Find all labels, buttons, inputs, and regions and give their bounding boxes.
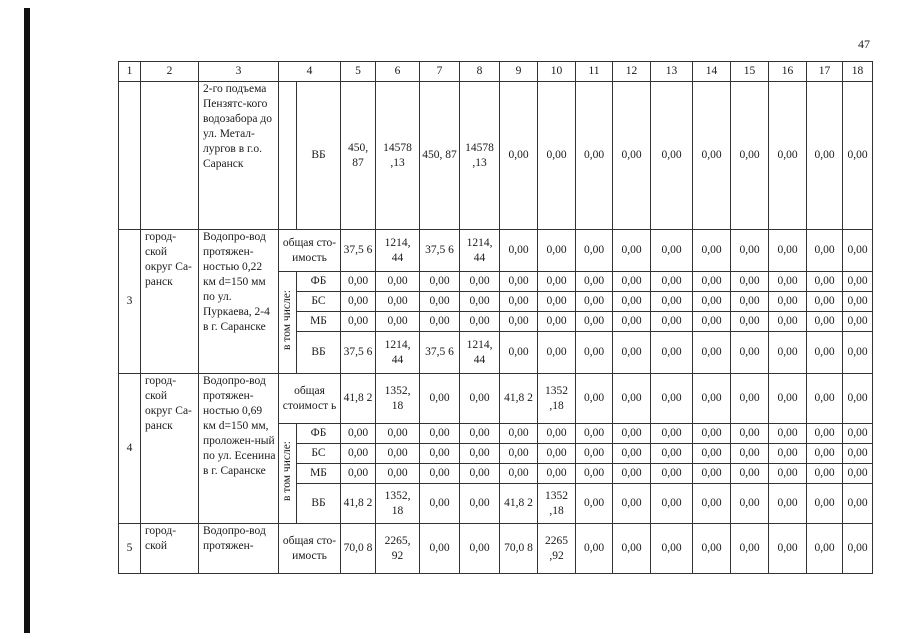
table-row bbox=[119, 230, 873, 272]
value-cell: 0,00 bbox=[693, 444, 731, 464]
header-col-14: 14 bbox=[693, 62, 731, 82]
value-cell: 0,00 bbox=[420, 292, 460, 312]
value-cell: 0,00 bbox=[731, 484, 769, 524]
value-cell: 0,00 bbox=[843, 292, 873, 312]
header-col-10: 10 bbox=[538, 62, 576, 82]
total-cost-label: общая сто-имость bbox=[279, 230, 341, 272]
value-cell: 37,5 6 bbox=[420, 332, 460, 374]
header-col-7: 7 bbox=[420, 62, 460, 82]
including-label: в том числе: bbox=[281, 441, 293, 501]
fund-type-cell: ФБ bbox=[297, 424, 341, 444]
value-cell: 0,00 bbox=[807, 444, 843, 464]
including-label: в том числе: bbox=[281, 290, 293, 350]
value-cell: 0,00 bbox=[420, 272, 460, 292]
value-cell: 0,00 bbox=[769, 424, 807, 444]
value-cell: 0,00 bbox=[576, 292, 613, 312]
value-cell: 0,00 bbox=[613, 332, 651, 374]
value-cell: 0,00 bbox=[843, 374, 873, 424]
value-cell: 0,00 bbox=[693, 82, 731, 230]
including-label-cell bbox=[279, 272, 297, 374]
page-number: 47 bbox=[858, 37, 870, 51]
header-col-12: 12 bbox=[613, 62, 651, 82]
fund-type-cell: ФБ bbox=[297, 272, 341, 292]
value-cell: 0,00 bbox=[376, 464, 420, 484]
value-cell: 0,00 bbox=[693, 230, 731, 272]
value-cell: 0,00 bbox=[613, 424, 651, 444]
value-cell: 0,00 bbox=[731, 272, 769, 292]
value-cell: 0,00 bbox=[807, 374, 843, 424]
header-col-2: 2 bbox=[141, 62, 199, 82]
value-cell: 0,00 bbox=[341, 424, 376, 444]
table-row bbox=[119, 82, 873, 230]
value-cell: 1352, 18 bbox=[376, 374, 420, 424]
value-cell: 0,00 bbox=[693, 464, 731, 484]
value-cell: 0,00 bbox=[693, 484, 731, 524]
value-cell: 0,00 bbox=[769, 272, 807, 292]
value-cell: 0,00 bbox=[807, 312, 843, 332]
value-cell: 14578 ,13 bbox=[376, 82, 420, 230]
value-cell: 0,00 bbox=[420, 464, 460, 484]
total-cost-label: общая сто-имость bbox=[279, 524, 341, 574]
value-cell: 0,00 bbox=[538, 82, 576, 230]
value-cell: 0,00 bbox=[500, 424, 538, 444]
value-cell: 0,00 bbox=[613, 484, 651, 524]
value-cell: 0,00 bbox=[341, 292, 376, 312]
value-cell: 37,5 6 bbox=[420, 230, 460, 272]
value-cell: 0,00 bbox=[420, 444, 460, 464]
value-cell: 0,00 bbox=[538, 424, 576, 444]
value-cell: 450, 87 bbox=[341, 82, 376, 230]
value-cell: 0,00 bbox=[500, 82, 538, 230]
value-cell: 0,00 bbox=[769, 484, 807, 524]
value-cell: 0,00 bbox=[420, 484, 460, 524]
table-row bbox=[119, 524, 873, 574]
header-col-4: 4 bbox=[279, 62, 341, 82]
value-cell: 0,00 bbox=[731, 424, 769, 444]
value-cell: 0,00 bbox=[341, 464, 376, 484]
value-cell: 0,00 bbox=[460, 312, 500, 332]
value-cell: 0,00 bbox=[807, 332, 843, 374]
value-cell: 0,00 bbox=[538, 332, 576, 374]
value-cell: 0,00 bbox=[341, 272, 376, 292]
value-cell: 0,00 bbox=[576, 332, 613, 374]
header-col-17: 17 bbox=[807, 62, 843, 82]
value-cell: 0,00 bbox=[731, 374, 769, 424]
value-cell: 0,00 bbox=[538, 292, 576, 312]
table-row bbox=[119, 374, 873, 424]
value-cell: 0,00 bbox=[769, 230, 807, 272]
scan-edge-bar bbox=[24, 8, 30, 633]
fund-type-cell: МБ bbox=[297, 312, 341, 332]
value-cell: 70,0 8 bbox=[500, 524, 538, 574]
value-cell: 0,00 bbox=[500, 444, 538, 464]
value-cell: 0,00 bbox=[613, 312, 651, 332]
value-cell: 1214, 44 bbox=[376, 332, 420, 374]
value-cell: 0,00 bbox=[420, 312, 460, 332]
district-cell bbox=[141, 82, 199, 230]
value-cell: 0,00 bbox=[613, 292, 651, 312]
header-col-8: 8 bbox=[460, 62, 500, 82]
value-cell: 1352 ,18 bbox=[538, 374, 576, 424]
value-cell: 0,00 bbox=[576, 82, 613, 230]
value-cell: 0,00 bbox=[460, 424, 500, 444]
value-cell: 0,00 bbox=[420, 524, 460, 574]
value-cell: 0,00 bbox=[460, 464, 500, 484]
including-label-cell bbox=[279, 424, 297, 524]
value-cell: 0,00 bbox=[843, 312, 873, 332]
value-cell: 0,00 bbox=[341, 312, 376, 332]
value-cell: 0,00 bbox=[651, 332, 693, 374]
header-col-13: 13 bbox=[651, 62, 693, 82]
value-cell: 0,00 bbox=[460, 444, 500, 464]
value-cell: 0,00 bbox=[693, 524, 731, 574]
district-cell: город-ской bbox=[141, 524, 199, 574]
financing-table bbox=[118, 61, 873, 574]
value-cell: 0,00 bbox=[843, 82, 873, 230]
fund-type-cell: ВБ bbox=[297, 332, 341, 374]
value-cell: 14578 ,13 bbox=[460, 82, 500, 230]
value-cell: 0,00 bbox=[376, 424, 420, 444]
value-cell: 70,0 8 bbox=[341, 524, 376, 574]
value-cell: 0,00 bbox=[769, 444, 807, 464]
value-cell: 0,00 bbox=[376, 292, 420, 312]
value-cell: 0,00 bbox=[651, 272, 693, 292]
value-cell: 37,5 6 bbox=[341, 230, 376, 272]
value-cell: 0,00 bbox=[613, 524, 651, 574]
value-cell: 0,00 bbox=[693, 374, 731, 424]
value-cell: 0,00 bbox=[576, 230, 613, 272]
value-cell: 0,00 bbox=[576, 464, 613, 484]
value-cell: 0,00 bbox=[693, 272, 731, 292]
total-cost-label: общая стоимост ь bbox=[279, 374, 341, 424]
value-cell: 0,00 bbox=[731, 312, 769, 332]
value-cell: 0,00 bbox=[538, 464, 576, 484]
fund-type-cell: БС bbox=[297, 444, 341, 464]
value-cell: 0,00 bbox=[613, 374, 651, 424]
value-cell: 0,00 bbox=[420, 424, 460, 444]
value-cell: 0,00 bbox=[500, 332, 538, 374]
value-cell: 0,00 bbox=[651, 424, 693, 444]
value-cell: 0,00 bbox=[500, 230, 538, 272]
value-cell: 0,00 bbox=[500, 272, 538, 292]
value-cell: 0,00 bbox=[576, 272, 613, 292]
value-cell: 1214, 44 bbox=[460, 332, 500, 374]
value-cell: 0,00 bbox=[460, 292, 500, 312]
value-cell: 0,00 bbox=[376, 444, 420, 464]
value-cell: 0,00 bbox=[651, 230, 693, 272]
value-cell: 0,00 bbox=[807, 524, 843, 574]
fund-type-cell: ВБ bbox=[297, 484, 341, 524]
value-cell: 0,00 bbox=[843, 524, 873, 574]
value-cell: 0,00 bbox=[807, 424, 843, 444]
value-cell: 0,00 bbox=[576, 374, 613, 424]
header-col-1: 1 bbox=[119, 62, 141, 82]
value-cell: 0,00 bbox=[693, 292, 731, 312]
value-cell: 0,00 bbox=[651, 312, 693, 332]
description-cell: Водопро-вод протяжен-ностью 0,69 км d=150 мм, проложен-ный по ул. Есенина в г. Саранске bbox=[199, 374, 279, 524]
value-cell: 450, 87 bbox=[420, 82, 460, 230]
value-cell: 0,00 bbox=[807, 464, 843, 484]
value-cell: 0,00 bbox=[651, 484, 693, 524]
district-cell: город-ской округ Са-ранск bbox=[141, 374, 199, 524]
value-cell: 0,00 bbox=[651, 524, 693, 574]
header-col-11: 11 bbox=[576, 62, 613, 82]
value-cell: 0,00 bbox=[651, 464, 693, 484]
header-col-18: 18 bbox=[843, 62, 873, 82]
value-cell: 0,00 bbox=[769, 524, 807, 574]
value-cell: 0,00 bbox=[769, 312, 807, 332]
value-cell: 0,00 bbox=[460, 374, 500, 424]
value-cell: 0,00 bbox=[613, 272, 651, 292]
description-cell: Водопро-вод протяжен- bbox=[199, 524, 279, 574]
value-cell: 0,00 bbox=[500, 464, 538, 484]
value-cell: 0,00 bbox=[376, 312, 420, 332]
value-cell: 0,00 bbox=[651, 374, 693, 424]
row-number-cell: 3 bbox=[119, 230, 141, 374]
value-cell: 0,00 bbox=[843, 272, 873, 292]
value-cell: 0,00 bbox=[807, 484, 843, 524]
value-cell: 0,00 bbox=[460, 272, 500, 292]
value-cell: 2265, 92 bbox=[376, 524, 420, 574]
description-cell: Водопро-вод протяжен-ностью 0,22 км d=150 мм по ул. Пуркаева, 2-4 в г. Саранске bbox=[199, 230, 279, 374]
value-cell: 0,00 bbox=[613, 230, 651, 272]
header-col-15: 15 bbox=[731, 62, 769, 82]
value-cell: 0,00 bbox=[807, 82, 843, 230]
value-cell: 0,00 bbox=[843, 484, 873, 524]
value-cell: 0,00 bbox=[769, 332, 807, 374]
value-cell: 0,00 bbox=[731, 292, 769, 312]
value-cell: 0,00 bbox=[576, 484, 613, 524]
value-cell: 0,00 bbox=[500, 312, 538, 332]
value-cell: 0,00 bbox=[731, 464, 769, 484]
value-cell: 0,00 bbox=[843, 444, 873, 464]
value-cell: 41,8 2 bbox=[500, 374, 538, 424]
value-cell: 0,00 bbox=[613, 444, 651, 464]
value-cell: 0,00 bbox=[613, 82, 651, 230]
row-number-cell: 5 bbox=[119, 524, 141, 574]
value-cell: 0,00 bbox=[731, 332, 769, 374]
row-number-cell: 4 bbox=[119, 374, 141, 524]
value-cell: 0,00 bbox=[731, 524, 769, 574]
header-col-5: 5 bbox=[341, 62, 376, 82]
value-cell: 37,5 6 bbox=[341, 332, 376, 374]
value-cell: 0,00 bbox=[693, 312, 731, 332]
value-cell: 1352, 18 bbox=[376, 484, 420, 524]
value-cell: 0,00 bbox=[651, 444, 693, 464]
value-cell: 0,00 bbox=[807, 292, 843, 312]
value-cell: 0,00 bbox=[731, 444, 769, 464]
value-cell: 0,00 bbox=[538, 272, 576, 292]
value-cell: 0,00 bbox=[420, 374, 460, 424]
value-cell: 0,00 bbox=[500, 292, 538, 312]
value-cell: 0,00 bbox=[807, 272, 843, 292]
fund-type-cell: БС bbox=[297, 292, 341, 312]
value-cell: 0,00 bbox=[693, 424, 731, 444]
value-cell: 0,00 bbox=[769, 292, 807, 312]
value-cell: 0,00 bbox=[460, 484, 500, 524]
header-col-3: 3 bbox=[199, 62, 279, 82]
value-cell: 0,00 bbox=[769, 374, 807, 424]
value-cell: 0,00 bbox=[731, 230, 769, 272]
table-row bbox=[119, 62, 873, 82]
value-cell: 0,00 bbox=[376, 272, 420, 292]
value-cell: 0,00 bbox=[576, 444, 613, 464]
header-col-16: 16 bbox=[769, 62, 807, 82]
value-cell: 0,00 bbox=[460, 524, 500, 574]
num-cell bbox=[119, 82, 141, 230]
value-cell: 1214, 44 bbox=[376, 230, 420, 272]
blank-cell bbox=[279, 82, 297, 230]
value-cell: 0,00 bbox=[341, 444, 376, 464]
value-cell: 0,00 bbox=[613, 464, 651, 484]
value-cell: 0,00 bbox=[538, 312, 576, 332]
value-cell: 0,00 bbox=[769, 464, 807, 484]
value-cell: 1352 ,18 bbox=[538, 484, 576, 524]
value-cell: 0,00 bbox=[843, 464, 873, 484]
value-cell: 0,00 bbox=[843, 332, 873, 374]
value-cell: 0,00 bbox=[538, 230, 576, 272]
value-cell: 2265 ,92 bbox=[538, 524, 576, 574]
value-cell: 0,00 bbox=[769, 82, 807, 230]
header-col-6: 6 bbox=[376, 62, 420, 82]
value-cell: 0,00 bbox=[843, 230, 873, 272]
description-cell: 2-го подъема Пензятс-кого водозабора до ул. Метал-лургов в г.о. Саранск bbox=[199, 82, 279, 230]
fund-type-cell: ВБ bbox=[297, 82, 341, 230]
value-cell: 41,8 2 bbox=[341, 374, 376, 424]
district-cell: город-ской округ Са-ранск bbox=[141, 230, 199, 374]
value-cell: 0,00 bbox=[807, 230, 843, 272]
value-cell: 0,00 bbox=[576, 312, 613, 332]
value-cell: 0,00 bbox=[651, 292, 693, 312]
value-cell: 41,8 2 bbox=[341, 484, 376, 524]
fund-type-cell: МБ bbox=[297, 464, 341, 484]
value-cell: 41,8 2 bbox=[500, 484, 538, 524]
value-cell: 0,00 bbox=[843, 424, 873, 444]
header-col-9: 9 bbox=[500, 62, 538, 82]
value-cell: 0,00 bbox=[693, 332, 731, 374]
value-cell: 1214, 44 bbox=[460, 230, 500, 272]
value-cell: 0,00 bbox=[731, 82, 769, 230]
value-cell: 0,00 bbox=[576, 424, 613, 444]
value-cell: 0,00 bbox=[651, 82, 693, 230]
value-cell: 0,00 bbox=[538, 444, 576, 464]
value-cell: 0,00 bbox=[576, 524, 613, 574]
